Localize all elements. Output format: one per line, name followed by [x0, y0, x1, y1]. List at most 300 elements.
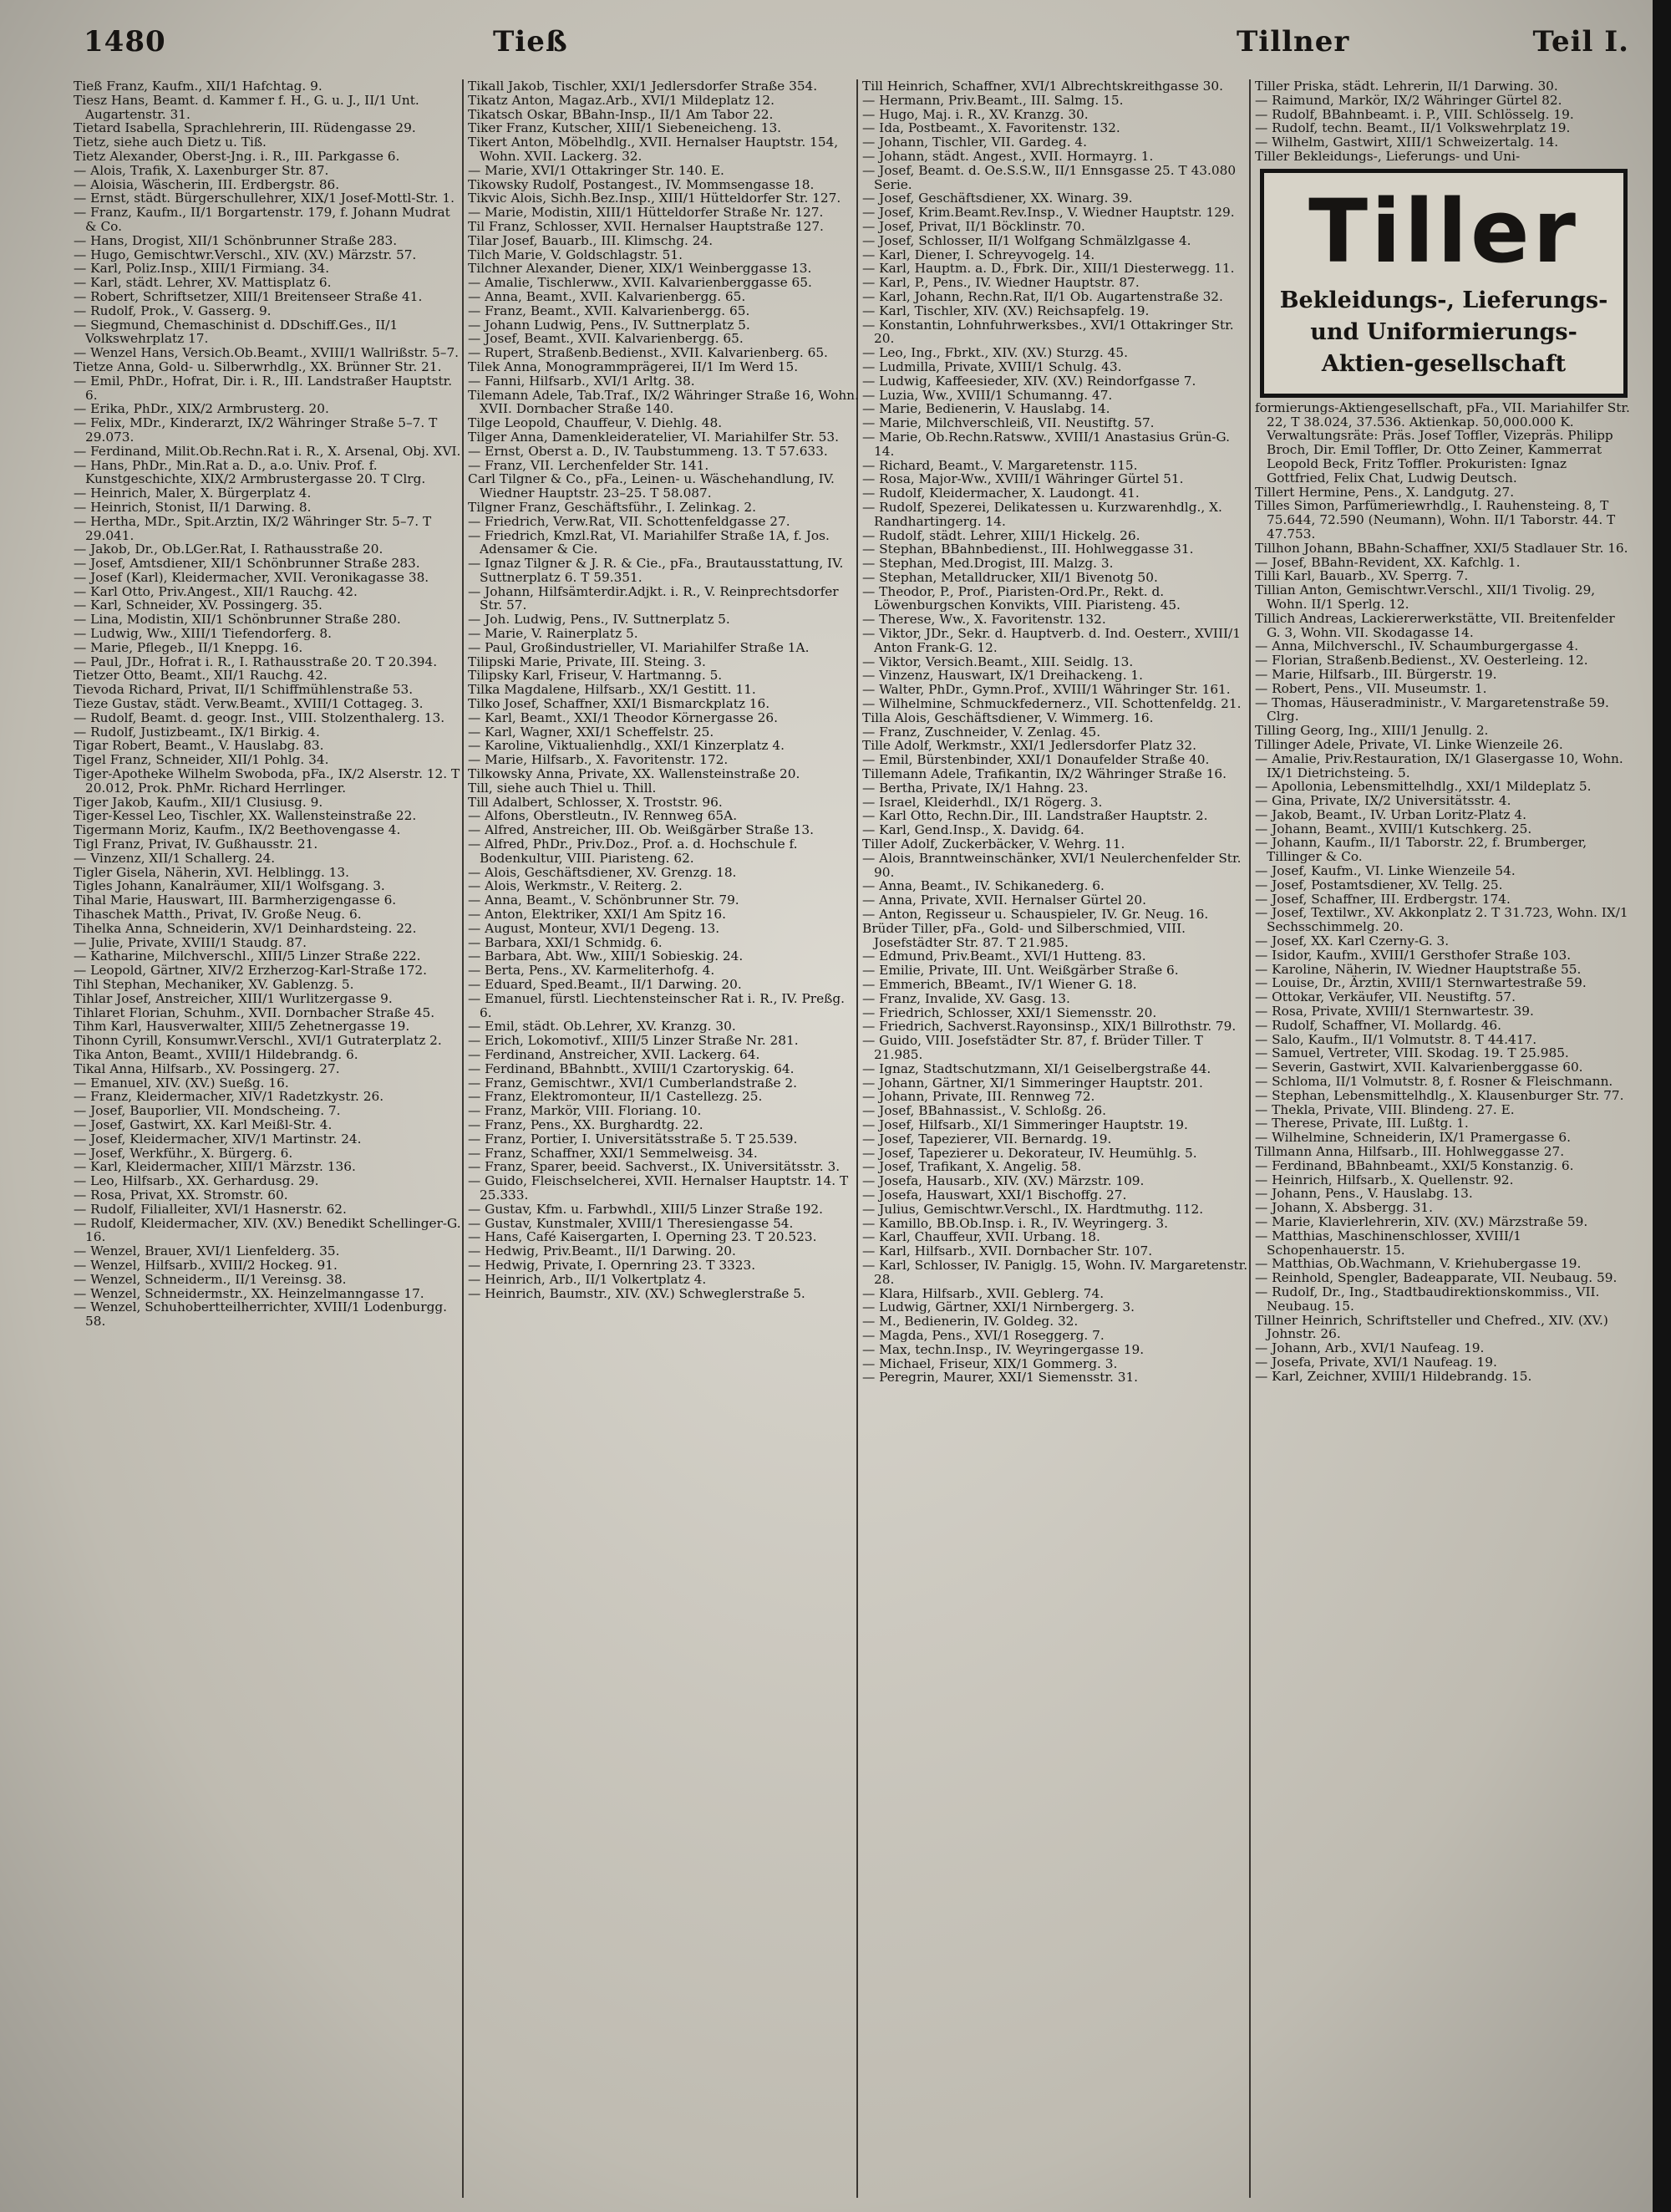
directory-entry: — Karl, Tischler, XIV. (XV.) Reichsapfelg. 19.: [862, 303, 1150, 318]
directory-entry: — Viktor, JDr., Sekr. d. Hauptverb. d. Ind. Oesterr., XVIII/1 Anton Frank-G. 12.: [862, 626, 1241, 655]
directory-entry: — Gustav, Kunstmaler, XVIII/1 Theresiengasse 54.: [468, 1215, 794, 1231]
directory-entry: — Gina, Private, IX/2 Universitätsstr. 4.: [1255, 793, 1511, 809]
directory-entry: — Robert, Schriftsetzer, XIII/1 Breitenseer Straße 41.: [74, 288, 423, 304]
directory-entry: — Walter, PhDr., Gymn.Prof., XVIII/1 Währinger Str. 161.: [862, 682, 1231, 698]
directory-entry: — Marie, Pflegeb., II/1 Kneppg. 16.: [74, 639, 303, 655]
directory-entry: — Johann, Kaufm., II/1 Taborstr. 22, f. Brumberger, Tillinger & Co.: [1255, 835, 1587, 865]
directory-entry: — Hertha, MDr., Spit.Arztin, IX/2 Währinger Str. 5–7. T 29.041.: [74, 513, 432, 543]
directory-entry: Tiller Adolf, Zuckerbäcker, V. Wehrg. 11.: [862, 836, 1125, 852]
directory-entry: — Alois, Trafik, X. Laxenburger Str. 87.: [74, 162, 329, 178]
directory-entry: Tigl Franz, Privat, IV. Gußhausstr. 21.: [74, 836, 318, 852]
column-4-bottom-entries: [1255, 401, 1633, 1384]
directory-entry: — Guido, Fleischselcherei, XVII. Hernalser Hauptstr. 14. T 25.333.: [468, 1173, 849, 1203]
directory-entry: — Ernst, städt. Bürgerschullehrer, XIX/1 Josef-Mottl-Str. 1.: [74, 191, 455, 206]
directory-entry: — Berta, Pens., XV. Karmeliterhofg. 4.: [468, 963, 715, 979]
directory-entry: — Josef, Krim.Beamt.Rev.Insp., V. Wiedner Hauptstr. 129.: [862, 205, 1235, 221]
directory-entry: — Rudolf, techn. Beamt., II/1 Volkswehrplatz 19.: [1255, 120, 1571, 136]
directory-entry: — Josef, Postamtsdiener, XV. Tellg. 25.: [1255, 877, 1503, 892]
directory-entry: Tikal Anna, Hilfsarb., XV. Possingerg. 27.: [74, 1060, 340, 1076]
directory-entry: — Magda, Pens., XVI/1 Roseggerg. 7.: [862, 1327, 1105, 1343]
directory-entry: — Friedrich, Sachverst.Rayonsinsp., XIX/1 Billrothstr. 79.: [862, 1019, 1237, 1035]
directory-entry: Tihlaret Florian, Schuhm., XVII. Dornbacher Straße 45.: [74, 1004, 435, 1020]
directory-entry: — Reinhold, Spengler, Badeapparate, VII. Neubaug. 59.: [1255, 1270, 1618, 1286]
directory-entry: — Wenzel, Schuhobertteilherrichter, XVIII/1 Lodenburgg. 58.: [74, 1299, 448, 1330]
directory-entry: — Franz, Kleidermacher, XIV/1 Radetzkystr. 26.: [74, 1089, 384, 1105]
directory-entry: — Karoline, Viktualienhdlg., XXI/1 Kinzerplatz 4.: [468, 738, 785, 754]
directory-entry: — Josef, Beamt. d. Oe.S.S.W., II/1 Ennsgasse 25. T 43.080 Serie.: [862, 162, 1237, 192]
directory-entry: — Leo, Ing., Fbrkt., XIV. (XV.) Sturzg. 45.: [862, 345, 1128, 361]
directory-entry: Tietz Alexander, Oberst-Jng. i. R., III. Parkgasse 6.: [74, 148, 400, 164]
directory-entry: — Rudolf, BBahnbeamt. i. P., VIII. Schlösselg. 19.: [1255, 106, 1574, 122]
directory-entry: — Rudolf, Kleidermacher, X. Laudongt. 41.: [862, 486, 1140, 501]
directory-entry: — Viktor, Versich.Beamt., XIII. Seidlg. 13.: [862, 653, 1134, 669]
directory-entry: — Alois, Branntweinschänker, XVI/1 Neulerchenfelder Str. 90.: [862, 850, 1242, 880]
directory-entry: — Marie, Hilfsarb., III. Bürgerstr. 19.: [1255, 666, 1497, 682]
directory-entry: — Karl Otto, Priv.Angest., XII/1 Rauchg. 42.: [74, 583, 358, 599]
directory-entry: — Severin, Gastwirt, XVII. Kalvarienberggasse 60.: [1255, 1060, 1583, 1075]
directory-entry: — Emanuel, XIV. (XV.) Sueßg. 16.: [74, 1075, 289, 1091]
directory-entry: — Josef, BBahnassist., V. Schloßg. 26.: [862, 1103, 1107, 1119]
directory-entry: Tietze Anna, Gold- u. Silberwrhdlg., XX. Brünner Str. 21.: [74, 358, 442, 374]
directory-entry: Tilla Alois, Geschäftsdiener, V. Wimmerg. 16.: [862, 709, 1154, 725]
directory-entry: — Josef, Gastwirt, XX. Karl Meißl-Str. 4.: [74, 1116, 333, 1132]
directory-entry: Carl Tilgner & Co., pFa., Leinen- u. Wäschehandlung, IV. Wiedner Hauptstr. 23–25. T 58.087.: [468, 471, 835, 501]
directory-entry: Tilipsky Karl, Friseur, V. Hartmanng. 5.: [468, 668, 723, 684]
directory-entry: — Rudolf, Beamt. d. geogr. Inst., VIII. Stolzenthalerg. 13.: [74, 709, 445, 725]
directory-entry: — Emanuel, fürstl. Liechtensteinscher Rat i. R., IV. Preßg. 6.: [468, 990, 846, 1020]
last-entry-word: Tillner: [1237, 25, 1350, 58]
directory-entry: — Isidor, Kaufm., XVIII/1 Gersthofer Straße 103.: [1255, 947, 1572, 963]
directory-entry: — Heinrich, Baumstr., XIV. (XV.) Schweglerstraße 5.: [468, 1285, 805, 1301]
directory-entry: — Johann, Private, III. Rennweg 72.: [862, 1089, 1095, 1105]
directory-entry: — Ferdinand, BBahnbtt., XVIII/1 Czartoryskig. 64.: [468, 1060, 795, 1076]
directory-entry: — Lina, Modistin, XII/1 Schönbrunner Straße 280.: [74, 612, 401, 628]
directory-entry: — Johann, Pens., V. Hauslabg. 13.: [1255, 1186, 1473, 1202]
directory-entry: — Paul, JDr., Hofrat i. R., I. Rathausstraße 20. T 20.394.: [74, 653, 438, 669]
directory-entry: — Raimund, Markör, IX/2 Währinger Gürtel 82.: [1255, 92, 1562, 108]
directory-entry: — Karl, Beamt., XXI/1 Theodor Körnergasse 26.: [468, 709, 778, 725]
directory-entry: Tigel Franz, Schneider, XII/1 Pohlg. 34.: [74, 752, 329, 768]
directory-entry: — Theodor, P., Prof., Piaristen-Ord.Pr., Rekt. d. Löwenburgschen Konvikts, VIII. Piaristeng. 45.: [862, 583, 1181, 613]
directory-entry: — Luzia, Ww., XVIII/1 Schumanng. 47.: [862, 387, 1113, 403]
directory-entry: Tilchner Alexander, Diener, XIX/1 Weinberggasse 13.: [468, 261, 812, 277]
directory-entry: Tilgner Franz, Geschäftsführ., I. Zelinkag. 2.: [468, 499, 757, 515]
directory-entry: Tillner Heinrich, Schriftsteller und Chefred., XIV. (XV.) Johnstr. 26.: [1255, 1312, 1608, 1342]
directory-entry: Tihal Marie, Hauswart, III. Barmherzigengasse 6.: [74, 892, 397, 908]
directory-entry: Tietard Isabella, Sprachlehrerin, III. Rüdengasse 29.: [74, 120, 416, 136]
directory-entry: Tilko Josef, Schaffner, XXI/1 Bismarckplatz 16.: [468, 696, 770, 712]
column-4-top-entries: [1255, 79, 1633, 164]
directory-entry: — Franz, Schaffner, XXI/1 Semmelweisg. 34.: [468, 1145, 758, 1161]
directory-entry: — Marie, XVI/1 Ottakringer Str. 140. E.: [468, 162, 724, 178]
directory-entry: Tillert Hermine, Pens., X. Landgutg. 27.: [1255, 484, 1515, 500]
directory-entry: — Johann, Tischler, VII. Gardeg. 4.: [862, 135, 1088, 150]
directory-entry: Tilar Josef, Bauarb., III. Klimschg. 24.: [468, 232, 714, 248]
directory-entry: Tillinger Adele, Private, VI. Linke Wienzeile 26.: [1255, 736, 1563, 752]
directory-entry: — Rosa, Private, XVIII/1 Sternwartestr. 39.: [1255, 1004, 1534, 1020]
directory-entry: — Anna, Beamt., IV. Schikanederg. 6.: [862, 878, 1105, 894]
directory-entry: — Amalie, Tischlerww., XVII. Kalvarienberggasse 65.: [468, 275, 812, 291]
ad-company-name: Tiller: [1308, 180, 1579, 282]
directory-entry: — Jakob, Beamt., IV. Urban Loritz-Platz 4.: [1255, 806, 1526, 822]
directory-entry: — Wilhelm, Gastwirt, XIII/1 Schweizertalg. 14.: [1255, 135, 1559, 150]
directory-entry: Brüder Tiller, pFa., Gold- und Silberschmied, VIII. Josefstädter Str. 87. T 21.985.: [862, 920, 1186, 950]
directory-entry: — Eduard, Sped.Beamt., II/1 Darwing. 20.: [468, 977, 742, 992]
directory-entry: — Emil, Bürstenbinder, XXI/1 Donaufelder Straße 40.: [862, 752, 1210, 768]
directory-entry: Tieß Franz, Kaufm., XII/1 Hafchtag. 9.: [74, 79, 323, 94]
directory-entry: — Johann, Gärtner, XI/1 Simmeringer Hauptstr. 201.: [862, 1075, 1203, 1091]
directory-entry: — Josef, Werkführ., X. Bürgerg. 6.: [74, 1145, 293, 1161]
directory-entry: — Rosa, Privat, XX. Stromstr. 60.: [74, 1187, 288, 1203]
directory-entry: Tiesz Hans, Beamt. d. Kammer f. H., G. u. J., II/1 Unt. Augartenstr. 31.: [74, 92, 419, 122]
directory-entry: Tietz, siehe auch Dietz u. Tiß.: [74, 135, 267, 150]
directory-entry: — Hugo, Gemischtwr.Verschl., XIV. (XV.) Märzstr. 57.: [74, 247, 417, 262]
directory-entry: — Wenzel, Brauer, XVI/1 Lienfelderg. 35.: [74, 1243, 340, 1259]
directory-entry: — Louise, Dr., Ärztin, XVIII/1 Sternwartestraße 59.: [1255, 975, 1587, 991]
directory-entry: — Karl, Hilfsarb., XVII. Dornbacher Str. 107.: [862, 1243, 1153, 1259]
column-3: [862, 79, 1253, 2198]
directory-entry: — Wilhelmine, Schneiderin, IX/1 Pramergasse 6.: [1255, 1130, 1571, 1146]
directory-entry: — Marie, Hilfsarb., X. Favoritenstr. 172.: [468, 752, 729, 768]
directory-entry: — Schloma, II/1 Volmutstr. 8, f. Rosner & Fleischmann.: [1255, 1074, 1613, 1090]
directory-entry: — Wenzel, Schneidermstr., XX. Heinzelmanngasse 17.: [74, 1285, 424, 1301]
directory-entry: — Hans, Drogist, XII/1 Schönbrunner Straße 283.: [74, 232, 398, 248]
directory-entry: — Karl, P., Pens., IV. Wiedner Hauptstr. 87.: [862, 275, 1140, 291]
directory-entry: Tiger-Kessel Leo, Tischler, XX. Wallensteinstraße 22.: [74, 808, 417, 824]
directory-entry: Tiger Jakob, Kaufm., XII/1 Clusiusg. 9.: [74, 794, 323, 810]
directory-entry: — Heinrich, Arb., II/1 Volkertplatz 4.: [468, 1271, 707, 1287]
directory-entry: — Robert, Pens., VII. Museumstr. 1.: [1255, 680, 1487, 696]
directory-entry: — Emil, städt. Ob.Lehrer, XV. Kranzg. 30.: [468, 1019, 736, 1035]
directory-entry: — Bertha, Private, IX/1 Hahng. 23.: [862, 780, 1089, 796]
directory-entry: — Karl, Schlosser, IV. Paniglg. 15, Wohn. IV. Margaretenstr. 28.: [862, 1257, 1248, 1287]
directory-entry: — Therese, Private, III. Lußtg. 1.: [1255, 1116, 1469, 1131]
directory-entry: — Erika, PhDr., XIX/2 Armbrusterg. 20.: [74, 401, 329, 417]
page-header: [75, 25, 1629, 71]
directory-entry: Tikowsky Rudolf, Postangest., IV. Mommsengasse 18.: [468, 176, 815, 192]
directory-entry: — Fanni, Hilfsarb., XVI/1 Arltg. 38.: [468, 373, 695, 389]
directory-entry: formierungs-Aktiengesellschaft, pFa., VII. Mariahilfer Str. 22, T 38.024, 37.536. Aktienkap. 50,000.000 K. Verwaltungsräte: Präs. Josef Toffler, Vizepräs. Philipp Broch, Dir. Emil Toffler, Dr. Otto Zeiner, Kammerrat Leopold Beck, Fritz Toffler. Prokuristen: Ignaz Gottfried, Felix Chat, Ludwig Deutsch.: [1255, 399, 1630, 486]
directory-entry: Tigar Robert, Beamt., V. Hauslabg. 83.: [74, 738, 324, 754]
directory-entry: — Franz, Elektromonteur, II/1 Castellezg. 25.: [468, 1089, 763, 1105]
directory-entry: — Alois, Geschäftsdiener, XV. Grenzg. 18.: [468, 864, 737, 880]
directory-entry: — Marie, Modistin, XIII/1 Hütteldorfer Straße Nr. 127.: [468, 205, 824, 221]
directory-entry: Tietzer Otto, Beamt., XII/1 Rauchg. 42.: [74, 668, 328, 684]
directory-entry: — Alfred, Anstreicher, III. Ob. Weißgärber Straße 13.: [468, 822, 814, 838]
directory-entry: Tilling Georg, Ing., XIII/1 Jenullg. 2.: [1255, 723, 1489, 739]
directory-entry: — Matthias, Maschinenschlosser, XVIII/1 Schopenhauerstr. 15.: [1255, 1228, 1521, 1258]
first-entry-word: Tieß: [493, 25, 568, 58]
directory-entry: — Rosa, Major-Ww., XVIII/1 Währinger Gürtel 51.: [862, 471, 1184, 487]
directory-entry: Tigermann Moriz, Kaufm., IX/2 Beethovengasse 4.: [74, 822, 401, 838]
directory-entry: — Ottokar, Verkäufer, VII. Neustiftg. 57.: [1255, 989, 1516, 1005]
directory-entry: — Hugo, Maj. i. R., XV. Kranzg. 30.: [862, 106, 1089, 122]
directory-entry: — Florian, Straßenb.Bedienst., XV. Oesterleing. 12.: [1255, 653, 1588, 669]
directory-entry: — Anton, Regisseur u. Schauspieler, IV. Gr. Neug. 16.: [862, 907, 1209, 923]
directory-entry: Tillich Andreas, Lackiererwerkstätte, VII. Breitenfelder G. 3, Wohn. VII. Skodagasse 14.: [1255, 610, 1615, 640]
directory-entry: — Franz, Beamt., XVII. Kalvarienbergg. 65.: [468, 303, 750, 318]
directory-entry: — Ernst, Oberst a. D., IV. Taubstummeng. 13. T 57.633.: [468, 443, 828, 459]
directory-entry: Tihonn Cyrill, Konsumwr.Verschl., XVI/1 Gutraterplatz 2.: [74, 1033, 442, 1049]
directory-entry: — Franz, Portier, I. Universitätsstraße 5. T 25.539.: [468, 1131, 798, 1147]
directory-entry: Tilka Magdalene, Hilfsarb., XX/1 Gestitt. 11.: [468, 682, 756, 698]
directory-entry: — Josef, Textilwr., XV. Akkonplatz 2. T 31.723, Wohn. IX/1 Sechsschimmelg. 20.: [1255, 905, 1628, 935]
directory-entry: — Ludwig, Gärtner, XXI/1 Nirnbergerg. 3.: [862, 1299, 1135, 1315]
directory-entry: Tiller Bekleidungs-, Lieferungs- und Uni-: [1255, 148, 1521, 164]
directory-entry: Till, siehe auch Thiel u. Thill.: [468, 780, 657, 796]
directory-entry: — Thomas, Häuseradministr., V. Margaretenstraße 59. Clrg.: [1255, 694, 1609, 725]
directory-entry: — Rudolf, Schaffner, VI. Mollardg. 46.: [1255, 1017, 1501, 1033]
directory-entry: Tikall Jakob, Tischler, XXI/1 Jedlersdorfer Straße 354.: [468, 79, 818, 94]
directory-entry: — Israel, Kleiderhdl., IX/1 Rögerg. 3.: [862, 794, 1103, 810]
directory-entry: — Rudolf, Justizbeamt., IX/1 Birkig. 4.: [74, 724, 320, 740]
directory-entry: — Wilhelmine, Schmuckfedernerz., VII. Schottenfeldg. 21.: [862, 696, 1242, 712]
directory-entry: — Anton, Elektriker, XXI/1 Am Spitz 16.: [468, 907, 726, 923]
directory-entry: — Ferdinand, Milit.Ob.Rechn.Rat i. R., X. Arsenal, Obj. XVI.: [74, 443, 461, 459]
directory-entry: — Stephan, Metalldrucker, XII/1 Bivenotg 50.: [862, 569, 1158, 585]
directory-entry: — Emil, PhDr., Hofrat, Dir. i. R., III. Landstraßer Hauptstr. 6.: [74, 373, 453, 403]
directory-entry: — Ignaz Tilgner & J. R. & Cie., pFa., Brautausstattung, IV. Suttnerplatz 6. T 59.351.: [468, 556, 844, 585]
directory-entry: — Franz, Gemischtwr., XVI/1 Cumberlandstraße 2.: [468, 1075, 797, 1091]
directory-entry: Tihelka Anna, Schneiderin, XV/1 Deinhardsteing. 22.: [74, 920, 417, 936]
directory-entry: — Rudolf, Prok., V. Gasserg. 9.: [74, 303, 272, 318]
directory-entry: — Vinzenz, XII/1 Schallerg. 24.: [74, 850, 276, 866]
directory-entry: — Wenzel, Schneiderm., II/1 Vereinsg. 38.: [74, 1271, 347, 1287]
directory-entry: — Ferdinand, Anstreicher, XVII. Lackerg. 64.: [468, 1046, 760, 1062]
directory-entry: — Franz, Pens., XX. Burghardtg. 22.: [468, 1116, 703, 1132]
directory-entry: — Johann Ludwig, Pens., IV. Suttnerplatz 5.: [468, 317, 750, 333]
directory-entry: — Karl, Hauptm. a. D., Fbrk. Dir., XIII/1 Diesterwegg. 11.: [862, 261, 1235, 277]
directory-entry: Tilles Simon, Parfümeriewrhdlg., I. Rauhensteing. 8, T 75.644, 72.590 (Neumann), Wohn. II/1 Taborstr. 44. T 47.753.: [1255, 498, 1616, 542]
directory-entry: — Guido, VIII. Josefstädter Str. 87, f. Brüder Tiller. T 21.985.: [862, 1033, 1203, 1062]
directory-entry: — Siegmund, Chemaschinist d. DDschiff.Ges., II/1 Volkswehrplatz 17.: [74, 317, 399, 347]
directory-entry: — Stephan, Lebensmittelhdlg., X. Klausenburger Str. 77.: [1255, 1087, 1624, 1103]
directory-entry: Tika Anton, Beamt., XVIII/1 Hildebrandg. 6.: [74, 1046, 358, 1062]
directory-entry: — Stephan, BBahnbedienst., III. Hohlweggasse 31.: [862, 542, 1194, 557]
directory-entry: — Leo, Hilfsarb., XX. Gerhardusg. 29.: [74, 1173, 319, 1189]
directory-entry: — Josef, Schlosser, II/1 Wolfgang Schmälzlgasse 4.: [862, 232, 1191, 248]
directory-entry: — Josef, Beamt., XVII. Kalvarienbergg. 65.: [468, 331, 744, 347]
directory-entry: — Johann, Hilfsämterdir.Adjkt. i. R., V. Reinprechtsdorfer Str. 57.: [468, 583, 839, 613]
directory-entry: Tiker Franz, Kutscher, XIII/1 Siebeneicheng. 13.: [468, 120, 782, 136]
directory-entry: — Joh. Ludwig, Pens., IV. Suttnerplatz 5.: [468, 612, 730, 628]
directory-entry: — Josef, Kleidermacher, XIV/1 Martinstr. 24.: [74, 1131, 362, 1147]
directory-entry: — Johann, Beamt., XVIII/1 Kutschkerg. 25.: [1255, 821, 1532, 836]
directory-entry: — Karl, Zeichner, XVIII/1 Hildebrandg. 15.: [1255, 1368, 1532, 1384]
directory-entry: — Karl, Diener, I. Schreyvogelg. 14.: [862, 247, 1095, 262]
column-4: [1255, 79, 1633, 2198]
directory-entry: — Karl, Poliz.Insp., XIII/1 Firmiang. 34.: [74, 261, 330, 277]
directory-entry: Tilch Marie, V. Goldschlagstr. 51.: [468, 247, 683, 262]
directory-entry: — Rudolf, städt. Lehrer, XIII/1 Hickelg. 26.: [862, 527, 1140, 543]
directory-entry: — Julie, Private, XVIII/1 Staudg. 87.: [74, 934, 307, 950]
directory-entry: — Marie, Milchverschleiß, VII. Neustiftg. 57.: [862, 415, 1155, 431]
directory-entry: Tigler Gisela, Näherin, XVI. Helblingg. 13.: [74, 864, 350, 880]
directory-entry: — Emilie, Private, III. Unt. Weißgärber Straße 6.: [862, 963, 1179, 979]
directory-entry: — Ignaz, Stadtschutzmann, XI/1 Geiselbergstraße 44.: [862, 1060, 1211, 1076]
directory-entry: — Friedrich, Verw.Rat, VII. Schottenfeldgasse 27.: [468, 513, 790, 529]
directory-entry: Till Heinrich, Schaffner, XVI/1 Albrechtskreithgasse 30.: [862, 79, 1223, 94]
directory-entry: — Matthias, Ob.Wachmann, V. Kriehubergasse 19.: [1255, 1256, 1582, 1272]
directory-entry: — Stephan, Med.Drogist, III. Malzg. 3.: [862, 556, 1114, 572]
directory-entry: Tiger-Apotheke Wilhelm Swoboda, pFa., IX/2 Alserstr. 12. T 20.012, Prok. PhMr. Richard Herrlinger.: [74, 766, 460, 796]
directory-entry: — Karl, Wagner, XXI/1 Scheffelstr. 25.: [468, 724, 714, 740]
directory-entry: — Karoline, Näherin, IV. Wiedner Hauptstraße 55.: [1255, 961, 1582, 977]
directory-entry: — Josef, Kaufm., VI. Linke Wienzeile 54.: [1255, 863, 1516, 879]
directory-entry: Tikatsch Oskar, BBahn-Insp., II/1 Am Tabor 22.: [468, 106, 774, 122]
directory-entry: — Gustav, Kfm. u. Farbwhdl., XIII/5 Linzer Straße 192.: [468, 1201, 824, 1217]
directory-entry: Tikvic Alois, Sichh.Bez.Insp., XIII/1 Hütteldorfer Str. 127.: [468, 191, 841, 206]
directory-entry: — Franz, Markör, VIII. Floriang. 10.: [468, 1103, 702, 1119]
directory-entry: — Franz, VII. Lerchenfelder Str. 141.: [468, 457, 709, 473]
directory-entry: — Franz, Invalide, XV. Gasg. 13.: [862, 990, 1070, 1006]
directory-entry: Tillhon Johann, BBahn-Schaffner, XXI/5 Stadlauer Str. 16.: [1255, 540, 1628, 556]
directory-entry: — Wenzel Hans, Versich.Ob.Beamt., XVIII/1 Wallrißstr. 5–7.: [74, 345, 460, 361]
directory-entry: — Alfons, Oberstleutn., IV. Rennweg 65A.: [468, 808, 738, 824]
directory-entry: — Karl, Gend.Insp., X. Davidg. 64.: [862, 822, 1084, 838]
directory-entry: — Ferdinand, BBahnbeamt., XXI/5 Konstanzig. 6.: [1255, 1157, 1574, 1173]
directory-entry: Tihm Karl, Hausverwalter, XIII/5 Zehetnergasse 19.: [74, 1019, 410, 1035]
directory-entry: — Samuel, Vertreter, VIII. Skodag. 19. T 25.985.: [1255, 1045, 1569, 1061]
ad-company-description: Bekleidungs-, Lieferungs- und Uniformierungs-Aktien-gesellschaft: [1279, 287, 1608, 377]
column-1: [74, 79, 465, 2198]
directory-entry: — Friedrich, Schlosser, XXI/1 Siemensstr. 20.: [862, 1004, 1157, 1020]
directory-entry: — Heinrich, Maler, X. Bürgerplatz 4.: [74, 486, 312, 501]
directory-entry: — Josef, Amtsdiener, XII/1 Schönbrunner Straße 283.: [74, 556, 420, 572]
directory-entry: — Hedwig, Private, I. Opernring 23. T 3323.: [468, 1257, 756, 1273]
directory-entry: Tilemann Adele, Tab.Traf., IX/2 Währinger Straße 16, Wohn. XVII. Dornbacher Straße 140.: [468, 387, 859, 417]
directory-entry: — Ludmilla, Private, XVIII/1 Schulg. 43.: [862, 358, 1122, 374]
directory-entry: — Josef, BBahn-Revident, XX. Kafchlg. 1.: [1255, 554, 1521, 570]
directory-entry: — Alois, Werkmstr., V. Reiterg. 2.: [468, 878, 683, 894]
directory-entry: Tikatz Anton, Magaz.Arb., XVI/1 Mildeplatz 12.: [468, 92, 775, 108]
scan-edge: [1653, 0, 1671, 2212]
directory-entry: — Hermann, Priv.Beamt., III. Salmg. 15.: [862, 92, 1124, 108]
directory-entry: — Johann, städt. Angest., XVII. Hormayrg. 1.: [862, 148, 1154, 164]
directory-entry: — Josefa, Hauswart, XXI/1 Bischoffg. 27.: [862, 1187, 1127, 1203]
directory-entry: — Josef, Privat, II/1 Böcklinstr. 70.: [862, 218, 1085, 234]
directory-entry: — M., Bedienerin, IV. Goldeg. 32.: [862, 1314, 1079, 1330]
directory-entry: Tilge Leopold, Chauffeur, V. Diehlg. 48.: [468, 415, 723, 431]
directory-entry: Tihlar Josef, Anstreicher, XIII/1 Wurlitzergasse 9.: [74, 990, 393, 1006]
directory-entry: — Apollonia, Lebensmittelhdlg., XXI/1 Mildeplatz 5.: [1255, 779, 1592, 795]
page-number: 1480: [84, 25, 166, 58]
directory-entry: — Hans, Café Kaisergarten, I. Operning 23. T 20.523.: [468, 1229, 817, 1245]
directory-entry: — Karl, Schneider, XV. Possingerg. 35.: [74, 597, 323, 613]
directory-entry: — Emmerich, BBeamt., IV/1 Wiener G. 18.: [862, 977, 1137, 992]
directory-entry: — Josef, Geschäftsdiener, XX. Winarg. 39.: [862, 191, 1133, 206]
directory-entry: — Josef, Hilfsarb., XI/1 Simmeringer Hauptstr. 19.: [862, 1116, 1188, 1132]
directory-entry: — Paul, Großindustrieller, VI. Mariahilfer Straße 1A.: [468, 639, 810, 655]
directory-entry: Till Adalbert, Schlosser, X. Troststr. 96.: [468, 794, 723, 810]
directory-entry: — Rudolf, Kleidermacher, XIV. (XV.) Benedikt Schellinger-G. 16.: [74, 1215, 461, 1245]
directory-entry: — Karl Otto, Rechn.Dir., III. Landstraßer Hauptstr. 2.: [862, 808, 1208, 824]
directory-entry: — Marie, V. Rainerplatz 5.: [468, 626, 638, 642]
directory-entry: — Katharine, Milchverschl., XIII/5 Linzer Straße 222.: [74, 948, 421, 964]
directory-entry: — Anna, Private, XVII. Hernalser Gürtel 20.: [862, 892, 1146, 908]
directory-entry: Tillemann Adele, Trafikantin, IX/2 Währinger Straße 16.: [862, 766, 1227, 782]
directory-entry: — Wenzel, Hilfsarb., XVIII/2 Hockeg. 91.: [74, 1257, 338, 1273]
directory-entry: — Johann, X. Absbergg. 31.: [1255, 1200, 1433, 1216]
directory-entry: — Jakob, Dr., Ob.LGer.Rat, I. Rathausstraße 20.: [74, 542, 383, 557]
directory-entry: Tilkowsky Anna, Private, XX. Wallensteinstraße 20.: [468, 766, 800, 782]
directory-entry: — Klara, Hilfsarb., XVII. Geblerg. 74.: [862, 1285, 1105, 1301]
directory-entry: — Michael, Friseur, XIX/1 Gommerg. 3.: [862, 1355, 1118, 1371]
directory-entry: — Vinzenz, Hauswart, IX/1 Dreihackeng. 1.: [862, 668, 1144, 684]
directory-entry: Tilli Karl, Bauarb., XV. Sperrg. 7.: [1255, 568, 1469, 584]
directory-entry: — Erich, Lokomotivf., XIII/5 Linzer Straße Nr. 281.: [468, 1033, 799, 1049]
directory-entry: — Barbara, Abt. Ww., XIII/1 Sobieskig. 24.: [468, 948, 744, 964]
directory-entry: — Josef, Trafikant, X. Angelig. 58.: [862, 1159, 1082, 1175]
directory-entry: — Josef, Tapezierer, VII. Bernardg. 19.: [862, 1131, 1112, 1147]
directory-entry: — Aloisia, Wäscherin, III. Erdbergstr. 86.: [74, 176, 340, 192]
directory-entry: — Josef (Karl), Kleidermacher, XVII. Veronikagasse 38.: [74, 569, 429, 585]
directory-entry: Tievoda Richard, Privat, II/1 Schiffmühlenstraße 53.: [74, 682, 414, 698]
directory-entry: — Alfred, PhDr., Priv.Doz., Prof. a. d. Hochschule f. Bodenkultur, VIII. Piaristeng. 62.: [468, 836, 798, 866]
directory-entry: — Josef, Tapezierer u. Dekorateur, IV. Heumühlg. 5.: [862, 1145, 1197, 1161]
directory-entry: — Franz, Kaufm., II/1 Borgartenstr. 179, f. Johann Mudrat & Co.: [74, 205, 450, 234]
directory-entry: Tilger Anna, Damenkleideratelier, VI. Mariahilfer Str. 53.: [468, 429, 839, 445]
directory-entry: — Edmund, Priv.Beamt., XVI/1 Hutteng. 83.: [862, 948, 1146, 964]
directory-entry: — Ludwig, Kaffeesieder, XIV. (XV.) Reindorfgasse 7.: [862, 373, 1196, 389]
directory-entry: — Ludwig, Ww., XIII/1 Tiefendorferg. 8.: [74, 626, 332, 642]
directory-entry: — Richard, Beamt., V. Margaretenstr. 115.: [862, 457, 1138, 473]
directory-entry: Tieze Gustav, städt. Verw.Beamt., XVIII/1 Cottageg. 3.: [74, 696, 424, 712]
directory-entry: — Julius, Gemischtwr.Verschl., IX. Hardtmuthg. 112.: [862, 1201, 1204, 1217]
directory-entry: — Karl, Chauffeur, XVII. Urbang. 18.: [862, 1229, 1100, 1245]
directory-entry: Tigles Johann, Kanalräumer, XII/1 Wolfsgang. 3.: [74, 878, 385, 894]
directory-entry: — Barbara, XXI/1 Schmidg. 6.: [468, 934, 663, 950]
directory-entry: — Franz, Zuschneider, V. Zenlag. 45.: [862, 724, 1101, 740]
directory-entry: — Konstantin, Lohnfuhrwerksbes., XVI/1 Ottakringer Str. 20.: [862, 317, 1234, 347]
directory-entry: — Thekla, Private, VIII. Blindeng. 27. E.: [1255, 1101, 1515, 1117]
directory-entry: Tilek Anna, Monogrammprägerei, II/1 Im Werd 15.: [468, 358, 799, 374]
directory-entry: — Heinrich, Hilfsarb., X. Quellenstr. 92.: [1255, 1172, 1514, 1187]
tiller-advertisement: [1260, 169, 1628, 398]
directory-entry: — Rudolf, Filialleiter, XVI/1 Hasnerstr. 62.: [74, 1201, 347, 1217]
directory-entry: — Therese, Ww., X. Favoritenstr. 132.: [862, 612, 1106, 628]
directory-entry: — Kamillo, BB.Ob.Insp. i. R., IV. Weyringerg. 3.: [862, 1215, 1168, 1231]
directory-entry: — Heinrich, Stonist, II/1 Darwing. 8.: [74, 499, 312, 515]
directory-entry: — Anna, Milchverschl., IV. Schaumburgergasse 4.: [1255, 638, 1579, 654]
directory-entry: — Anna, Beamt., V. Schönbrunner Str. 79.: [468, 892, 739, 908]
directory-entry: Tillian Anton, Gemischtwr.Verschl., XII/1 Tivolig. 29, Wohn. II/1 Sperlg. 12.: [1255, 582, 1596, 612]
directory-entry: — Max, techn.Insp., IV. Weyringergasse 19.: [862, 1341, 1145, 1357]
directory-entry: — August, Monteur, XVI/1 Degeng. 13.: [468, 920, 720, 936]
directory-entry: — Salo, Kaufm., II/1 Volmutstr. 8. T 44.417.: [1255, 1031, 1537, 1047]
directory-entry: — Rudolf, Dr., Ing., Stadtbaudirektionskommiss., VII. Neubaug. 15.: [1255, 1284, 1600, 1314]
directory-entry: — Josef, Schaffner, III. Erdbergstr. 174.: [1255, 891, 1511, 907]
directory-entry: — Karl, städt. Lehrer, XV. Mattisplatz 6.: [74, 275, 332, 291]
directory-entry: — Josefa, Hausarb., XIV. (XV.) Märzstr. 109.: [862, 1173, 1145, 1189]
directory-entry: — Marie, Ob.Rechn.Ratsww., XVIII/1 Anastasius Grün-G. 14.: [862, 429, 1230, 459]
directory-entry: — Marie, Bedienerin, V. Hauslabg. 14.: [862, 401, 1110, 417]
directory-entry: — Josefa, Private, XVI/1 Naufeag. 19.: [1255, 1354, 1497, 1370]
directory-entry: — Hedwig, Priv.Beamt., II/1 Darwing. 20.: [468, 1243, 736, 1259]
directory-entry: — Rupert, Straßenb.Bedienst., XVII. Kalvarienberg. 65.: [468, 345, 828, 361]
directory-entry: Tilipski Marie, Private, III. Steing. 3.: [468, 653, 706, 669]
directory-entry: Til Franz, Schlosser, XVII. Hernalser Hauptstraße 127.: [468, 218, 824, 234]
directory-entry: — Johann, Arb., XVI/1 Naufeag. 19.: [1255, 1340, 1485, 1356]
directory-entry: — Peregrin, Maurer, XXI/1 Siemensstr. 31.: [862, 1370, 1139, 1386]
directory-entry: Tihl Stephan, Mechaniker, XV. Gablenzg. 5.: [74, 977, 354, 992]
column-2: [468, 79, 859, 2198]
directory-entry: Tillmann Anna, Hilfsarb., III. Hohlweggasse 27.: [1255, 1144, 1565, 1160]
directory-entry: — Josef, Bauporlier, VII. Mondscheing. 7.: [74, 1103, 341, 1119]
directory-entry: Tikert Anton, Möbelhdlg., XVII. Hernalser Hauptstr. 154, Wohn. XVII. Lackerg. 32.: [468, 135, 839, 164]
directory-entry: — Amalie, Priv.Restauration, IX/1 Glasergasse 10, Wohn. IX/1 Dietrichsteing. 5.: [1255, 750, 1623, 781]
directory-entry: — Karl, Johann, Rechn.Rat, II/1 Ob. Augartenstraße 32.: [862, 288, 1223, 304]
